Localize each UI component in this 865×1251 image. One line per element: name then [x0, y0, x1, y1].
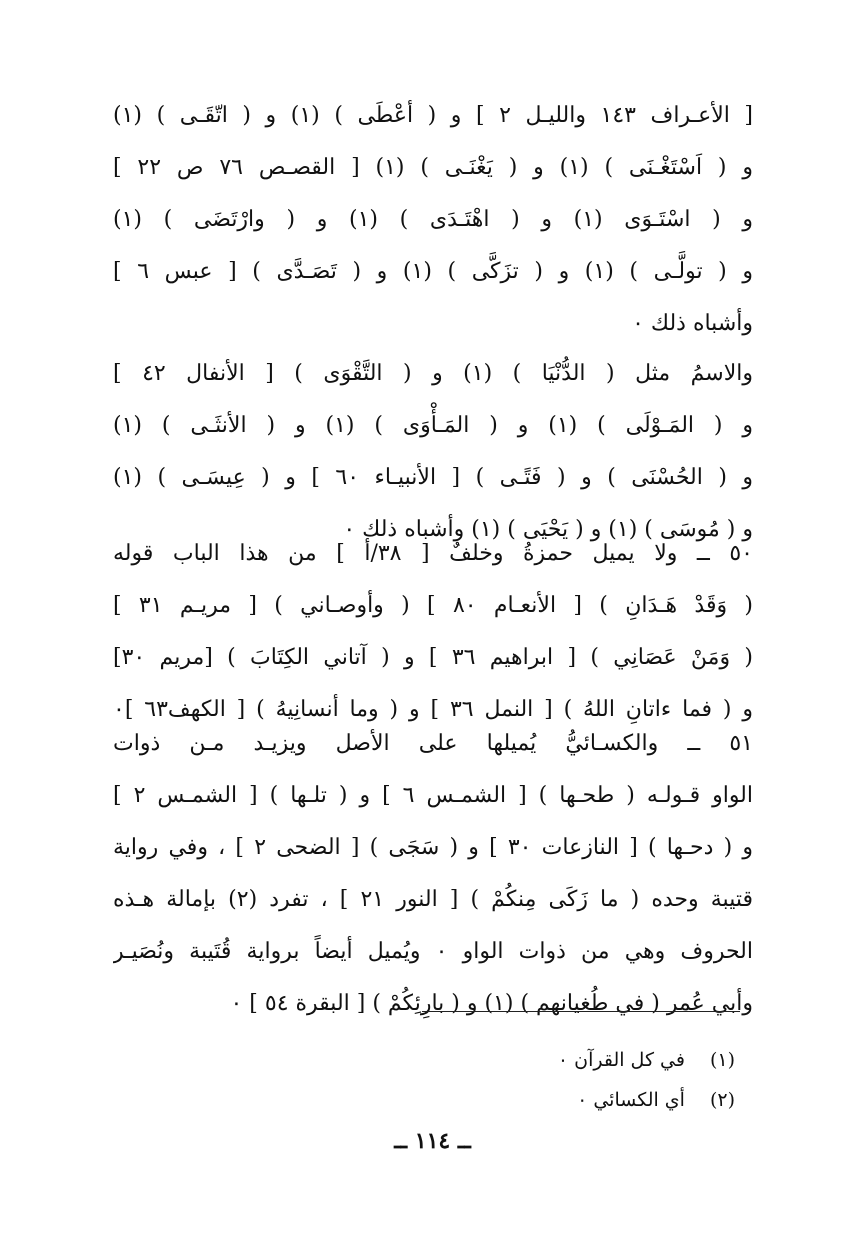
text-line: و ( اسْتَـوَى (١) و ( اهْتَـدَى ) (١) و ( وارْتَضَى ) (١) [113, 207, 753, 232]
text-line: و ( مُوسَى ) (١) و ( يَحْيَى ) (١) وأشباه ذلك ٠ [343, 517, 753, 542]
text-line: الحروف وهي من ذوات الواو ٠ ويُميل أيضاً برواية قُتَيبة ونُصَيـر [113, 939, 753, 964]
footnote-divider [422, 1011, 740, 1012]
footnote-2 [315, 1080, 735, 1120]
text-line: و ( المَـوْلَى ) (١) و ( المَـأْوَى ) (١) و ( الأنثَـى ) (١) [113, 413, 753, 438]
text-line: وأبي عُمر ( في طُغيانهم ) (١) و ( بارِئِكُمْ ) [ البقرة ٥٤ ] ٠ [230, 991, 753, 1016]
text-line: [ الأعـراف ١٤٣ والليـل ٢ ] و ( أعْطَى ) (١) و ( اتّقَـى ) (١) [113, 103, 753, 128]
page-number: ــ ١١٤ ــ [394, 1128, 471, 1154]
footnote-1 [315, 1040, 735, 1080]
paragraph-3 [113, 528, 753, 736]
text-line: ٥١ ــ والكسـائيُّ يُميلها على الأصل ويزيـد مـن ذوات [113, 731, 753, 756]
text-line: قتيبة وحده ( ما زَكَى مِنكُمْ ) [ النور ٢١ ] ، تفرد (٢) بإمالة هـذه [113, 887, 753, 912]
paragraph-1 [113, 90, 753, 350]
text-line: و ( فما ءاتانِ اللهُ ) [ النمل ٣٦ ] و ( وما أنسانِيهُ ) [ الكهف٦٣ ]٠ [113, 697, 753, 722]
text-line: وأشباه ذلك ٠ [632, 311, 753, 336]
footnote-number: (٢) [709, 1089, 735, 1111]
paragraph-2 [113, 348, 753, 556]
footnote-number: (١) [709, 1049, 735, 1071]
text-line: و ( دحـها ) [ النازعات ٣٠ ] و ( سَجَى ) [ الضحى ٢ ] ، وفي رواية [113, 835, 753, 860]
text-line: و ( الحُسْنَى ) و ( فَتًـى ) [ الأنبيـاء ٦٠ ] و ( عِيسَـى ) (١) [113, 465, 753, 490]
text-line: و ( اَسْتَغْـنَى ) (١) و ( يَغْنَـى ) (١) [ القصـص ٧٦ ص ٢٢ ] [113, 155, 753, 180]
paragraph-4 [113, 718, 753, 1030]
text-line: و ( تولَّـى ) (١) و ( تزَكَّى ) (١) و ( تَصَـدَّى ) [ عبس ٦ ] [113, 259, 753, 284]
text-line: ٥٠ ــ ولا يميل حمزةُ وخلفٌ [ ٣٨/أ ] من هذا الباب قوله [113, 541, 753, 566]
footnote-text: أي الكسائي ٠ [577, 1089, 685, 1111]
text-line: الواو قـولـه ( طحـها ) [ الشمـس ٦ ] و ( تلـها ) [ الشمـس ٢ ] [113, 783, 753, 808]
footnote-text: في كل القرآن ٠ [557, 1049, 685, 1071]
text-line: والاسمُ مثل ( الدُّنْيَا ) (١) و ( التَّقْوَى ) [ الأنفال ٤٢ ] [113, 361, 753, 386]
text-line: ( وَقَدْ هَـدَانِ ) [ الأنعـام ٨٠ ] ( وأوصـاني ) [ مريـم ٣١ ] [113, 593, 753, 618]
text-line: ( وَمَنْ عَصَانِي ) [ ابراهيم ٣٦ ] و ( آتاني الكِتَابَ ) [مريم ٣٠] [113, 645, 753, 670]
footnotes [315, 1040, 735, 1120]
